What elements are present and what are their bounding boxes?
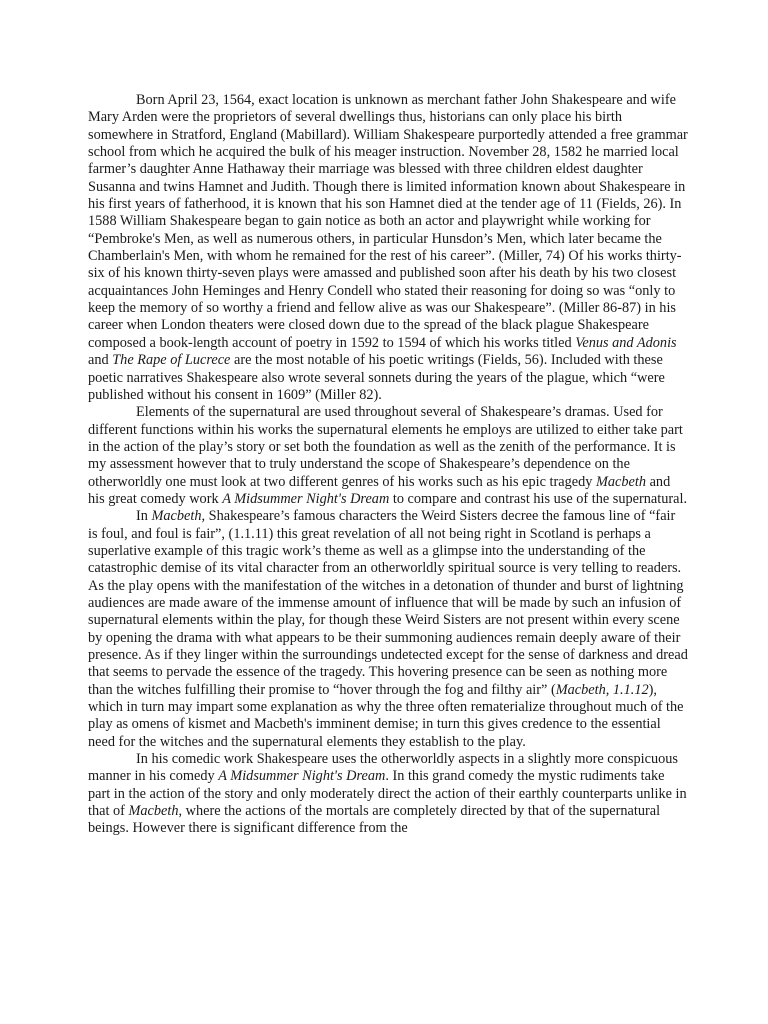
paragraph-macbeth	[88, 508, 688, 751]
title-macbeth: Macbeth	[128, 803, 179, 820]
title-venus-and-adonis: Venus and Adonis	[575, 334, 677, 351]
text-segment: In his comedic work Shakespeare uses the otherworldly aspects in a slightly more conspicuous manner in his comedy	[88, 751, 678, 785]
citation-macbeth: Macbeth, 1.1.12	[555, 681, 649, 698]
title-macbeth: Macbeth,	[151, 508, 206, 525]
paragraph-supernatural-elements	[88, 404, 688, 508]
text-segment: . In this grand comedy the mystic rudiments take part in the action of the story and only moderately direct the action of their earthly counterparts unlike in that of	[88, 768, 687, 820]
text-segment: are the most notable of his poetic writings (Fields, 56). Included with these poetic narratives Shakespeare also wrote several sonnets during the years of the plague, which “were published without his consent in 1609” (Miller 82).	[88, 352, 665, 403]
text-segment: and his great comedy work	[88, 473, 671, 507]
text-segment: In	[136, 508, 152, 525]
paragraph-biography	[88, 92, 688, 404]
text-segment: Born April 23, 1564, exact location is unknown as merchant father John Shakespeare and wife Mary Arden were the proprietors of several dwellings thus, historians can only place his birth somewhere in Stratford, England (Mabillard). William Shakespeare purportedly attended a free grammar school from which he acquired the bulk of his meager instruction. November 28, 1582 he married local farmer’s daughter Anne Hathaway their marriage was blessed with three children eldest daughter Susanna and twins Hamnet and Judith. Though there is limited information known about Shakespeare in his first years of fatherhood, it is known that his son Hamnet died at the tender age of 11 (Fields, 26). In 1588 William Shakespeare began to gain notice as both an actor and playwright while working for “Pembroke's Men, as well as numerous others, in particular Hunsdon’s Men, which later became the Chamberlain's Men, with whom he remained for the rest of his career”. (Miller, 74) Of his works thirty-six of his known thirty-seven plays were amassed and published soon after his death by his two closest acquaintances John Heminges and Henry Condell who stated their reasoning for doing so was “only to keep the memory of so worthy a friend and fellow alive as was our Shakespeare”. (Miller 86-87) in his career when London theaters were closed down due to the spread of the black plague Shakespeare composed a book-length account of poetry in 1592 to 1594 of which his works titled	[88, 92, 688, 351]
paragraph-midsummer	[88, 751, 688, 838]
text-segment: , where the actions of the mortals are completely directed by that of the supernatural beings. However there is significant difference from the	[88, 803, 661, 837]
text-segment: to compare and contrast his use of the supernatural.	[389, 490, 688, 507]
title-rape-of-lucrece: The Rape of Lucrece	[112, 352, 231, 369]
text-segment: Elements of the supernatural are used throughout several of Shakespeare’s dramas. Used for different functions within his works the supernatural elements he employs are utilized to either take part in the action of the play’s story or set both the foundation as well as the zenith of the performance. It is my assessment however that to truly understand the scope of Shakespeare’s dependence on the otherworldly one must look at two different genres of his works such as his epic tragedy	[88, 404, 683, 490]
text-segment: and	[88, 352, 113, 369]
document-page	[88, 92, 688, 838]
title-macbeth: Macbeth	[595, 473, 646, 490]
text-segment: ), which in turn may impart some explanation as why the three often rematerialize throughout much of the play as omens of kismet and Macbeth's imminent demise; in turn this gives credence to the essential need for the witches and the supernatural elements they establish to the play.	[88, 681, 684, 750]
text-segment: Shakespeare’s famous characters the Weird Sisters decree the famous line of “fair is foul, and foul is fair”, (1.1.11) this great revelation of all not being right in Scotland is perhaps a superlative example of this tragic work’s theme as well as a glimpse into the understanding of the catastrophic demise of its vital character from an otherworldly spiritual source is very telling to readers. As the play opens with the manifestation of the witches in a detonation of thunder and burst of lightning audiences are made aware of the immense amount of influence that will be made by such an infusion of supernatural elements within the play, for though these Weird Sisters are not present within every scene by opening the drama with what appears to be their summoning audiences remain deeply aware of their presence. As if they linger within the surroundings undetected except for the sense of darkness and dread that seems to pervade the essence of the tragedy. This hovering presence can be seen as nothing more than the witches fulfilling their promise to “hover through the fog and filthy air” (	[88, 508, 688, 698]
title-midsummer-nights-dream: A Midsummer Night's Dream	[218, 768, 386, 785]
title-midsummer-nights-dream: A Midsummer Night's Dream	[222, 490, 390, 507]
